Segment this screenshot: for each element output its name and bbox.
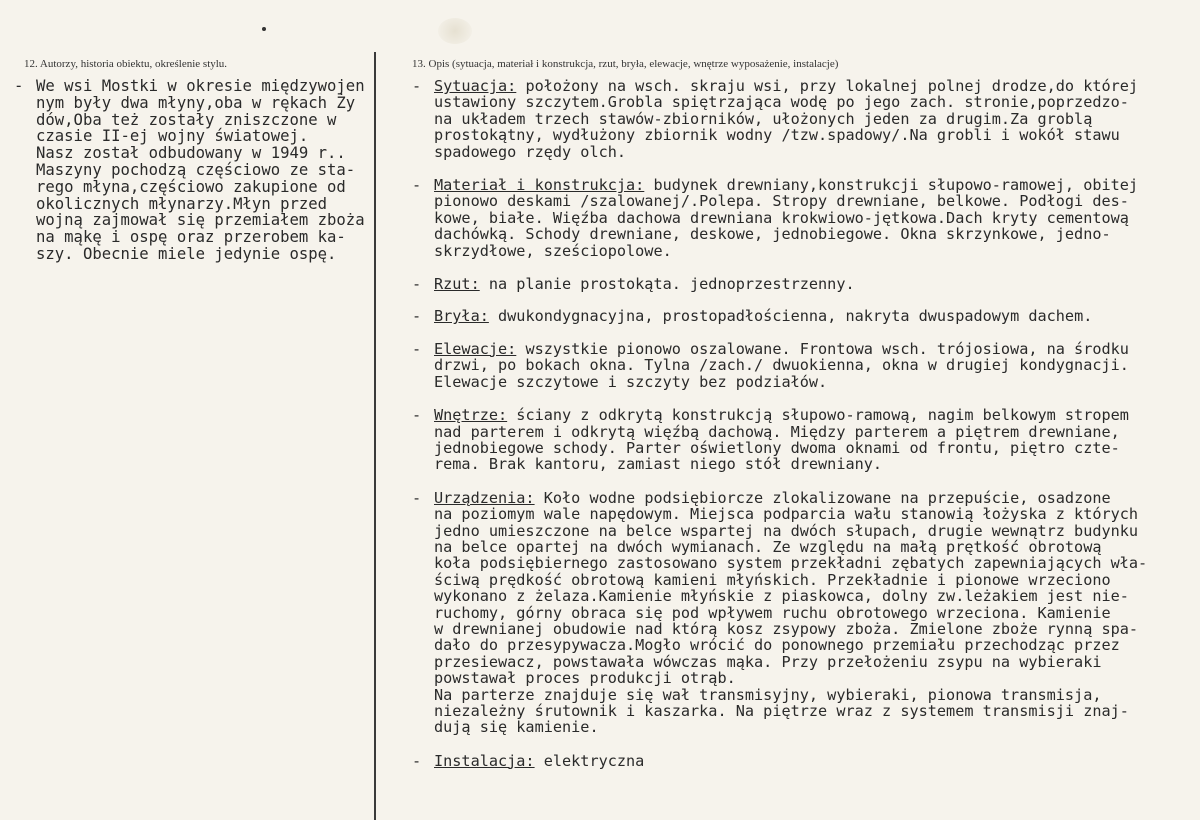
bullet-dash: - bbox=[412, 406, 422, 425]
section-text: budynek drewniany,konstrukcji słupowo-ramowej, obitej pionowo deskami /szalowanej/.Polepa. Stropy drewniane, belkowe. Podłogi des- kowe, białe. Więźba dachowa drewniana krokwiowo-jętkowa.Dach kryty cementową dachówką. Schody drewniane, deskowe, jednobiegowe. Okna skrzynkowe, jedno- skrzydłowe, sześciopolowe. bbox=[434, 176, 1139, 260]
header-history: 12. Autorzy, historia obiektu, określenie stylu. bbox=[24, 58, 228, 70]
section-label: Materiał i konstrukcja: bbox=[434, 176, 645, 195]
paper-stain bbox=[438, 18, 472, 44]
history-column bbox=[14, 78, 366, 263]
section-text: położony na wsch. skraju wsi, przy lokalnej polnej drodze,do której ustawiony szczytem.Grobla spiętrzająca wodę po jego zach. stronie,poprzedzo- na układem trzech stawów-zbiorników, ułożonych jeden za drugim.Za groblą prostokątny, wydłużony zbiornik wodny /tzw.spadowy/.Na grobli i wokół stawu spadowego rzędy olch. bbox=[434, 77, 1139, 161]
bullet-dash: - bbox=[412, 307, 422, 326]
section-text: Koło wodne podsiębiorcze zlokalizowane na przepuście, osadzone na poziomym wale napędowym. Miejsca podparcia wału stanowią łożyska z których jedno umieszczone na belce wspartej na dwóch słupach, drugie wewnątrz budynku na belce opartej na dwóch wymianach. Ze względu na małą prętkość obrotową koła podsiębiernego zastosowano system przekładni zębatych zapewniających wła- ściwą prędkość obrotową kamieni młyńskich. Przekładnie i pionowe wrzeciono wykonano z żelaza.Kamienie młyńskie z piaskowca, dolny zw.leżakiem jest nie- ruchomy, górny obraca się pod wpływem ruchu obrotowego wrzeciona. Kamienie w drewnianej obudowie nad którą kosz zsypowy zboża. Zmielone zboże rynną spa- dało do przesypywacza.Mogło wrócić do ponownego przemiału przechodząc przez przesiewacz, powstawała wówczas mąka. Przy przełożeniu zsypu na wybieraki powstawał proces produkcji otrąb. Na parterze znajduje się wał transmisyjny, wybieraki, pionowa transmisja, niezależny śrutownik i kaszarka. Na piętrze wraz z systemem transmisji znaj- dują się kamienie. bbox=[434, 488, 1148, 737]
section-sytuacja bbox=[412, 78, 1192, 160]
section-text: na planie prostokąta. jednoprzestrzenny. bbox=[479, 275, 855, 294]
bullet-dash: - bbox=[412, 339, 422, 358]
section-label: Instalacja: bbox=[434, 751, 535, 770]
section-text: elektryczna bbox=[534, 751, 645, 770]
section-label: Wnętrze: bbox=[434, 406, 508, 425]
header-description: 13. Opis (sytuacja, materiał i konstrukcja, rzut, bryła, elewacje, wnętrze wyposażenie, instalacje) bbox=[412, 58, 839, 70]
section-text: wszystkie pionowo oszalowane. Frontowa wsch. trójosiowa, na środku drzwi, po bokach okna. Tylna /zach./ dwuokienna, okna w drugiej kondygnacji. Elewacje szczytowe i szczyty bez podziałów. bbox=[434, 339, 1129, 391]
section-label: Rzut: bbox=[434, 275, 480, 294]
bullet-dash: - bbox=[14, 77, 24, 95]
bullet-dash: - bbox=[412, 751, 422, 770]
section-instalacja bbox=[412, 753, 1192, 769]
section-rzut bbox=[412, 276, 1192, 292]
section-text: ściany z odkrytą konstrukcją słupowo-ramową, nagim belkowym stropem nad parterem i odkrytą więźbą dachową. Między parterem a piętrem drewniane, jednobiegowe schody. Parter oświetlony dwoma oknami od frontu, piętro czte- rema. Brak kantoru, zamiast niego stół drewniany. bbox=[434, 406, 1129, 474]
section-material bbox=[412, 177, 1192, 259]
description-column bbox=[412, 78, 1192, 769]
bullet-dash: - bbox=[412, 176, 422, 195]
section-urzadzenia bbox=[412, 490, 1192, 736]
bullet-dash: - bbox=[412, 77, 422, 95]
bullet-dash: - bbox=[412, 275, 422, 294]
ink-dot bbox=[262, 27, 266, 31]
section-label: Urządzenia: bbox=[434, 488, 535, 507]
bullet-dash: - bbox=[412, 488, 422, 507]
section-label: Bryła: bbox=[434, 307, 489, 326]
section-label: Sytuacja: bbox=[434, 77, 517, 95]
history-entry bbox=[14, 78, 366, 263]
section-text: dwukondygnacyjna, prostopadłościenna, nakryta dwuspadowym dachem. bbox=[488, 307, 1093, 326]
section-wnetrze bbox=[412, 407, 1192, 473]
section-label: Elewacje: bbox=[434, 339, 517, 358]
section-elewacje bbox=[412, 341, 1192, 390]
history-text: We wsi Mostki w okresie międzywojen nym były dwa młyny,oba w rękach Ży dów,Oba też zostały zniszczone w czasie II-ej wojny światowej. Nasz został odbudowany w 1949 r.. Maszyny pochodzą częściowo ze sta- rego młyna,częściowo zakupione od okolicznych młynarzy.Młyn przed wojną zajmował się przemiałem zboża na mąkę i ospę oraz przerobem ka- szy. Obecnie miele jedynie ospę. bbox=[36, 77, 365, 263]
section-bryla bbox=[412, 308, 1192, 324]
column-divider bbox=[374, 52, 376, 820]
